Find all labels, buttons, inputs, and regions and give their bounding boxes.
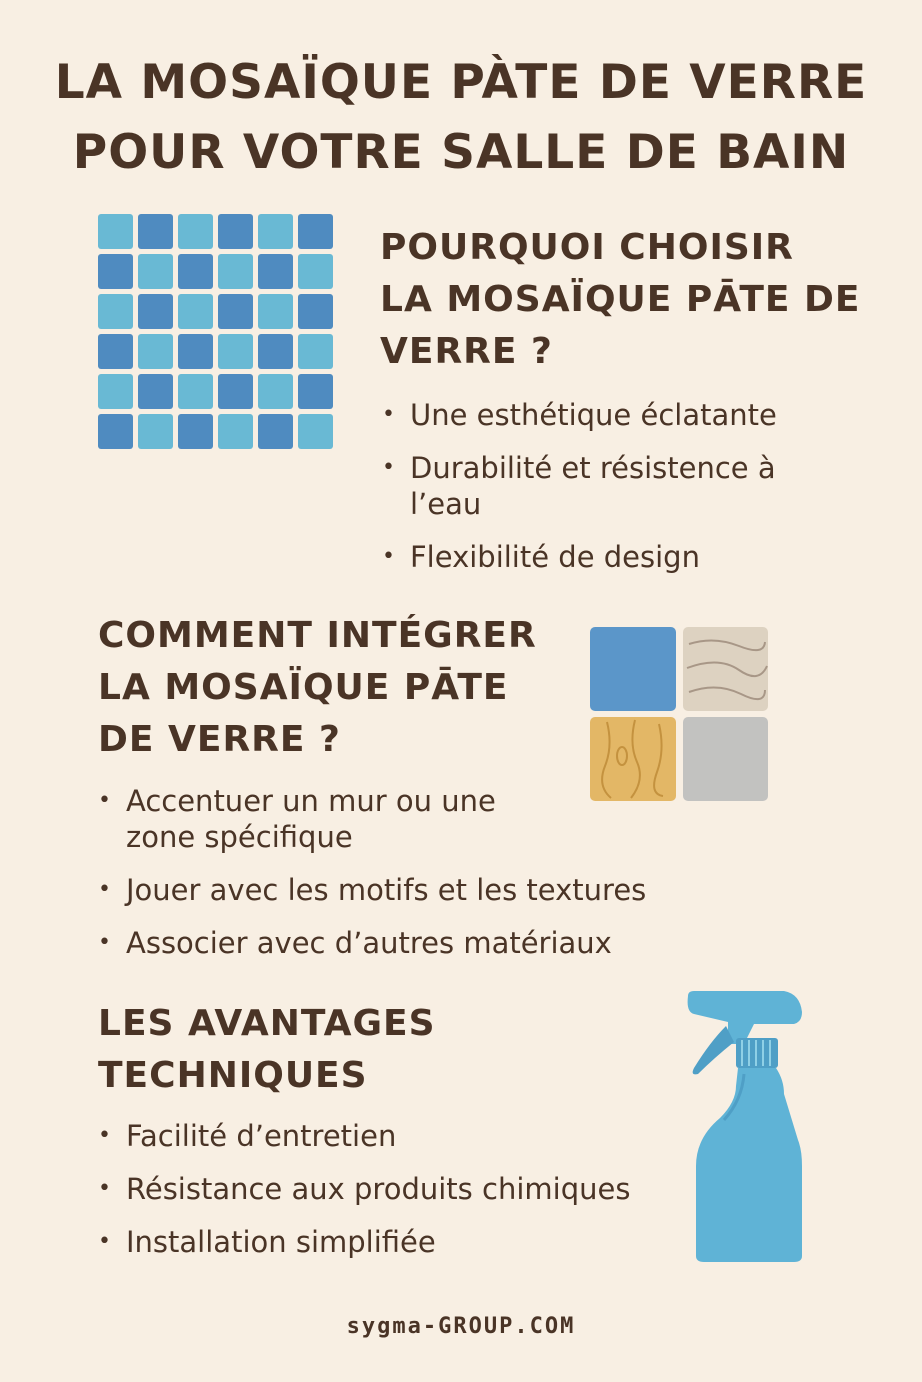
- mosaic-tile: [258, 214, 293, 249]
- mosaic-grid-icon: [97, 213, 337, 453]
- heading-line: POURQUOI CHOISIR: [380, 227, 794, 268]
- mosaic-tile: [298, 414, 333, 449]
- benefits-list: [382, 397, 852, 575]
- mosaic-tile: [218, 334, 253, 369]
- list-item: [98, 1224, 718, 1260]
- heading-line: DE VERRE ?: [98, 719, 341, 760]
- mosaic-tile: [298, 254, 333, 289]
- mosaic-tile: [298, 374, 333, 409]
- mosaic-tile: [218, 374, 253, 409]
- section-heading-advantages: [98, 998, 436, 1102]
- mosaic-tile: [258, 254, 293, 289]
- spray-bottle-icon: [680, 990, 810, 1265]
- mosaic-tile: [98, 374, 133, 409]
- mosaic-tile: [298, 294, 333, 329]
- mosaic-tile: [178, 374, 213, 409]
- heading-line: TECHNIQUES: [98, 1055, 368, 1096]
- mosaic-tile: [178, 334, 213, 369]
- mosaic-tile: [138, 214, 173, 249]
- list-item: [382, 450, 852, 522]
- mosaic-tile: [178, 254, 213, 289]
- item-text: Résistance aux produits chimiques: [126, 1172, 631, 1206]
- mosaic-tile: [138, 414, 173, 449]
- list-item: [98, 925, 758, 961]
- item-text: Flexibilité de design: [410, 540, 700, 574]
- item-text: zone spécifique: [126, 820, 353, 854]
- mosaic-tile: [98, 334, 133, 369]
- list-item: [382, 539, 852, 575]
- mosaic-tile: [98, 294, 133, 329]
- item-text: Associer avec d’autres matériaux: [126, 926, 612, 960]
- list-item: [98, 1171, 718, 1207]
- page-title: [40, 48, 882, 188]
- item-text: Facilité d’entretien: [126, 1119, 397, 1153]
- heading-line: VERRE ?: [380, 331, 553, 372]
- item-text: Une esthétique éclatante: [410, 398, 777, 432]
- item-text: Accentuer un mur ou une: [126, 784, 496, 818]
- list-item: [98, 783, 758, 855]
- mosaic-tile: [298, 214, 333, 249]
- list-item: [382, 397, 852, 433]
- item-text: Jouer avec les motifs et les textures: [126, 873, 647, 907]
- item-text: Installation simplifiée: [126, 1225, 436, 1259]
- mosaic-tile: [218, 294, 253, 329]
- mosaic-tile: [138, 374, 173, 409]
- mosaic-tile: [98, 254, 133, 289]
- mosaic-tile: [258, 374, 293, 409]
- integration-list: [98, 783, 758, 961]
- mosaic-tile: [138, 254, 173, 289]
- title-line-2: POUR VOTRE SALLE DE BAIN: [72, 125, 850, 180]
- mosaic-tile: [178, 214, 213, 249]
- material-samples-icon: [589, 626, 769, 802]
- mosaic-tile: [138, 294, 173, 329]
- list-item: [98, 872, 758, 908]
- mosaic-tile: [178, 294, 213, 329]
- mosaic-tile: [298, 334, 333, 369]
- mosaic-tile: [98, 214, 133, 249]
- heading-line: LES AVANTAGES: [98, 1003, 436, 1044]
- item-text: Durabilité et résistence à: [410, 451, 776, 485]
- mosaic-tile: [218, 254, 253, 289]
- mosaic-tile: [98, 414, 133, 449]
- heading-line: COMMENT INTÉGRER: [98, 615, 537, 656]
- title-line-1: LA MOSAÏQUE PÀTE DE VERRE: [54, 55, 868, 110]
- heading-line: LA MOSAÏQUE PĀTE DE: [380, 279, 861, 320]
- heading-line: LA MOSAÏQUE PĀTE: [98, 667, 509, 708]
- section-heading-why: [380, 222, 861, 378]
- mosaic-tile: [178, 414, 213, 449]
- mosaic-tile: [258, 294, 293, 329]
- item-text: l’eau: [410, 487, 482, 521]
- mosaic-tile: [258, 414, 293, 449]
- footer-website: sygma-GROUP.COM: [346, 1314, 576, 1339]
- mosaic-tile: [138, 334, 173, 369]
- advantages-list: [98, 1118, 718, 1260]
- mosaic-tile: [218, 214, 253, 249]
- list-item: [98, 1118, 718, 1154]
- section-heading-how: [98, 610, 537, 766]
- mosaic-tile: [258, 334, 293, 369]
- mosaic-tile: [218, 414, 253, 449]
